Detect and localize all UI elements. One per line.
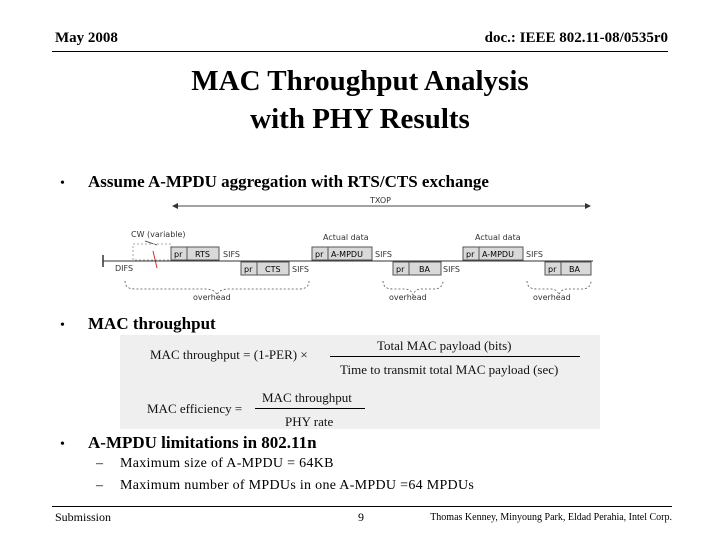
difs-label: DIFS: [115, 264, 134, 273]
cw-block: [133, 244, 171, 260]
page-number: 9: [358, 510, 364, 524]
ampdu-label-1: A-MPDU: [331, 250, 363, 259]
efficiency-numerator: MAC throughput: [262, 390, 352, 405]
rts-cts-timing-diagram: [95, 193, 600, 305]
ampdu-pr-label-2: pr: [466, 250, 475, 259]
rts-pr-label: pr: [174, 250, 183, 259]
header-doc-id: doc.: IEEE 802.11-08/0535r0: [484, 30, 668, 46]
sub-bullet-max-mpdus: Maximum number of MPDUs in one A-MPDU =64 MPDUs: [120, 478, 475, 493]
sifs-label-1: SIFS: [223, 250, 240, 259]
efficiency-formula-lhs: MAC efficiency =: [147, 401, 243, 416]
cts-label: CTS: [265, 265, 281, 274]
ba-label-1: BA: [419, 265, 430, 274]
rts-label: RTS: [195, 250, 210, 259]
bullet-marker-2: •: [60, 318, 65, 333]
ampdu-pr-label-1: pr: [315, 250, 324, 259]
footer-divider: [52, 506, 672, 507]
bullet-marker-3: •: [60, 437, 65, 452]
ba-pr-label-1: pr: [396, 265, 405, 274]
cw-label: CW (variable): [131, 230, 186, 239]
cts-pr-label: pr: [244, 265, 253, 274]
throughput-denominator: Time to transmit total MAC payload (sec): [340, 362, 559, 377]
title-line-1: MAC Throughput Analysis: [191, 65, 529, 97]
footer-authors: Thomas Kenney, Minyoung Park, Eldad Perahia, Intel Corp.: [430, 512, 672, 523]
overhead-label-1: overhead: [193, 293, 231, 302]
sub-bullet-marker-2: –: [96, 478, 104, 493]
bullet-mac-throughput: MAC throughput: [88, 314, 216, 333]
throughput-fraction-bar: [330, 356, 580, 357]
actual-data-label-2: Actual data: [475, 233, 521, 242]
title-line-2: with PHY Results: [250, 103, 470, 135]
throughput-formula-lhs: MAC throughput = (1-PER) ×: [150, 347, 308, 362]
sifs-label-3: SIFS: [375, 250, 392, 259]
ba-label-2: BA: [569, 265, 580, 274]
ba-pr-label-2: pr: [548, 265, 557, 274]
slide-title: [0, 62, 720, 138]
overhead-label-3: overhead: [533, 293, 571, 302]
header-divider: [52, 51, 668, 52]
overhead-label-2: overhead: [389, 293, 427, 302]
sub-bullet-max-size: Maximum size of A-MPDU = 64KB: [120, 456, 334, 471]
throughput-numerator: Total MAC payload (bits): [377, 338, 512, 353]
bullet-aggregation: Assume A-MPDU aggregation with RTS/CTS exchange: [88, 172, 489, 191]
efficiency-denominator: PHY rate: [285, 414, 334, 429]
sifs-label-2: SIFS: [292, 265, 309, 274]
bullet-ampdu-limitations: A-MPDU limitations in 802.11n: [88, 433, 317, 452]
txop-label: TXOP: [370, 196, 391, 205]
actual-data-label-1: Actual data: [323, 233, 369, 242]
ampdu-label-2: A-MPDU: [482, 250, 514, 259]
efficiency-fraction-bar: [255, 408, 365, 409]
sifs-label-5: SIFS: [526, 250, 543, 259]
sifs-label-4: SIFS: [443, 265, 460, 274]
bullet-marker-1: •: [60, 176, 65, 191]
sub-bullet-marker-1: –: [96, 456, 104, 471]
footer-submission: Submission: [55, 510, 112, 524]
header-date: May 2008: [55, 30, 118, 46]
